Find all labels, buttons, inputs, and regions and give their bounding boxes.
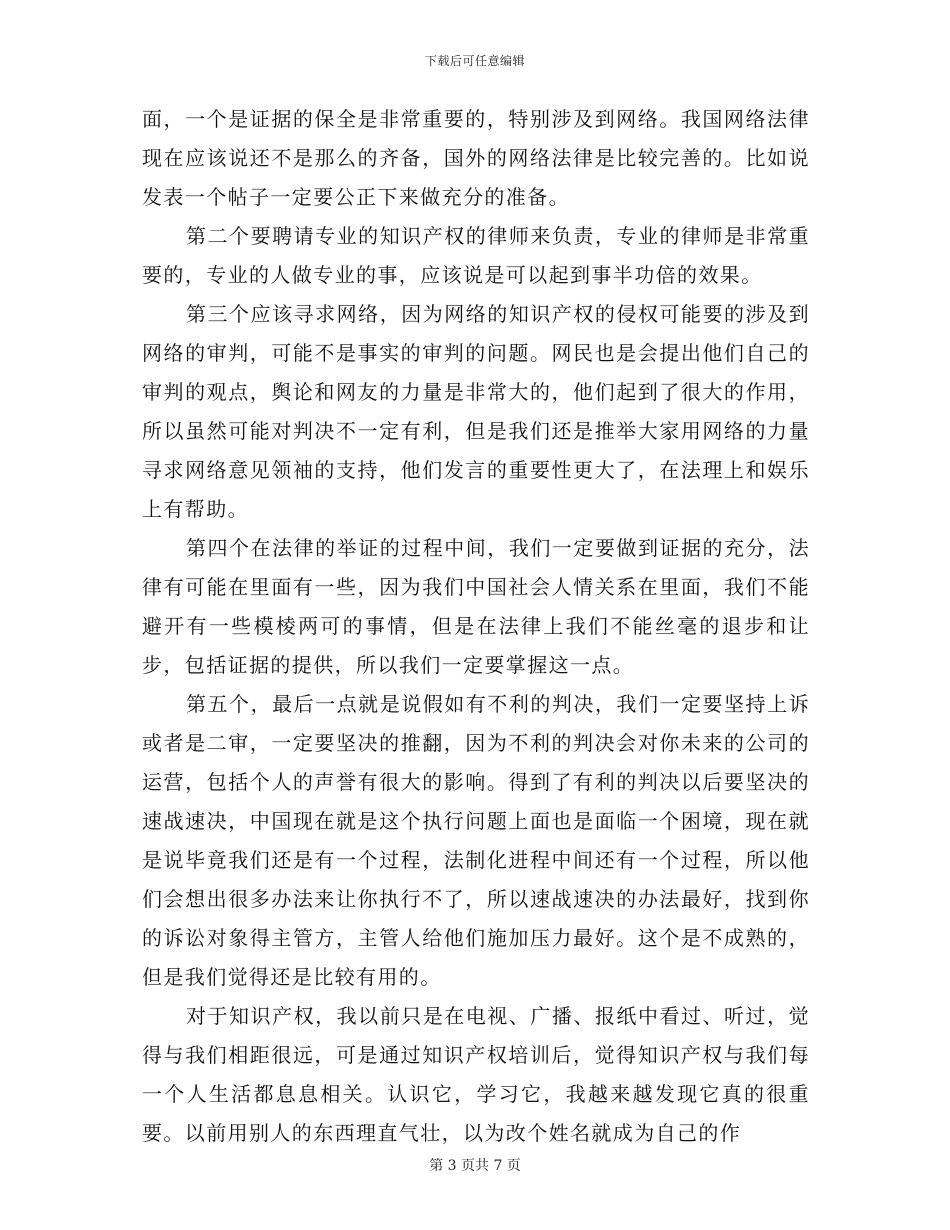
document-body	[142, 100, 810, 1153]
paragraph-fourth-point: 第四个在法律的举证的过程中间，我们一定要做到证据的充分，法律有可能在里面有一些，因为我们中国社会人情关系在里面，我们不能避开有一些模棱两可的事情，但是在法律上我们不能丝毫的退步和让步，包括证据的提供，所以我们一定要掌握这一点。	[142, 536, 810, 677]
paragraph-third-point: 第三个应该寻求网络，因为网络的知识产权的侵权可能要的涉及到网络的审判，可能不是事实的审判的问题。网民也是会提出他们自己的审判的观点，舆论和网友的力量是非常大的，他们起到了很大的作用，所以虽然可能对判决不一定有利，但是我们还是推举大家用网络的力量寻求网络意见领袖的支持，他们发言的重要性更大了，在法理上和娱乐上有帮助。	[142, 302, 810, 521]
paragraph-continuation: 面，一个是证据的保全是非常重要的，特别涉及到网络。我国网络法律现在应该说还不是那么的齐备，国外的网络法律是比较完善的。比如说发表一个帖子一定要公正下来做充分的准备。	[142, 107, 810, 209]
paragraph-second-point: 第二个要聘请专业的知识产权的律师来负责，专业的律师是非常重要的，专业的人做专业的事，应该说是可以起到事半功倍的效果。	[142, 224, 810, 287]
page-header: 下载后可任意编辑	[424, 54, 525, 68]
paragraph-fifth-point: 第五个，最后一点就是说假如有不利的判决，我们一定要坚持上诉或者是二审，一定要坚决的推翻，因为不利的判决会对你未来的公司的运营，包括个人的声誉有很大的影响。得到了有利的判决以后要坚决的速战速决，中国现在就是这个执行问题上面也是面临一个困境，现在就是说毕竟我们还是有一个过程，法制化进程中间还有一个过程，所以他们会想出很多办法来让你执行不了，所以速战速决的办法最好，找到你的诉讼对象得主管方，主管人给他们施加压力最好。这个是不成熟的，但是我们觉得还是比较有用的。	[142, 692, 810, 989]
paragraph-reflection: 对于知识产权，我以前只是在电视、广播、报纸中看过、听过，觉得与我们相距很远，可是通过知识产权培训后，觉得知识产权与我们每一个人生活都息息相关。认识它，学习它，我越来越发现它真的很重要。以前用别人的东西理直气壮，以为改个姓名就成为自己的作	[142, 1004, 810, 1145]
page-footer: 第 3 页共 7 页	[429, 1158, 521, 1174]
